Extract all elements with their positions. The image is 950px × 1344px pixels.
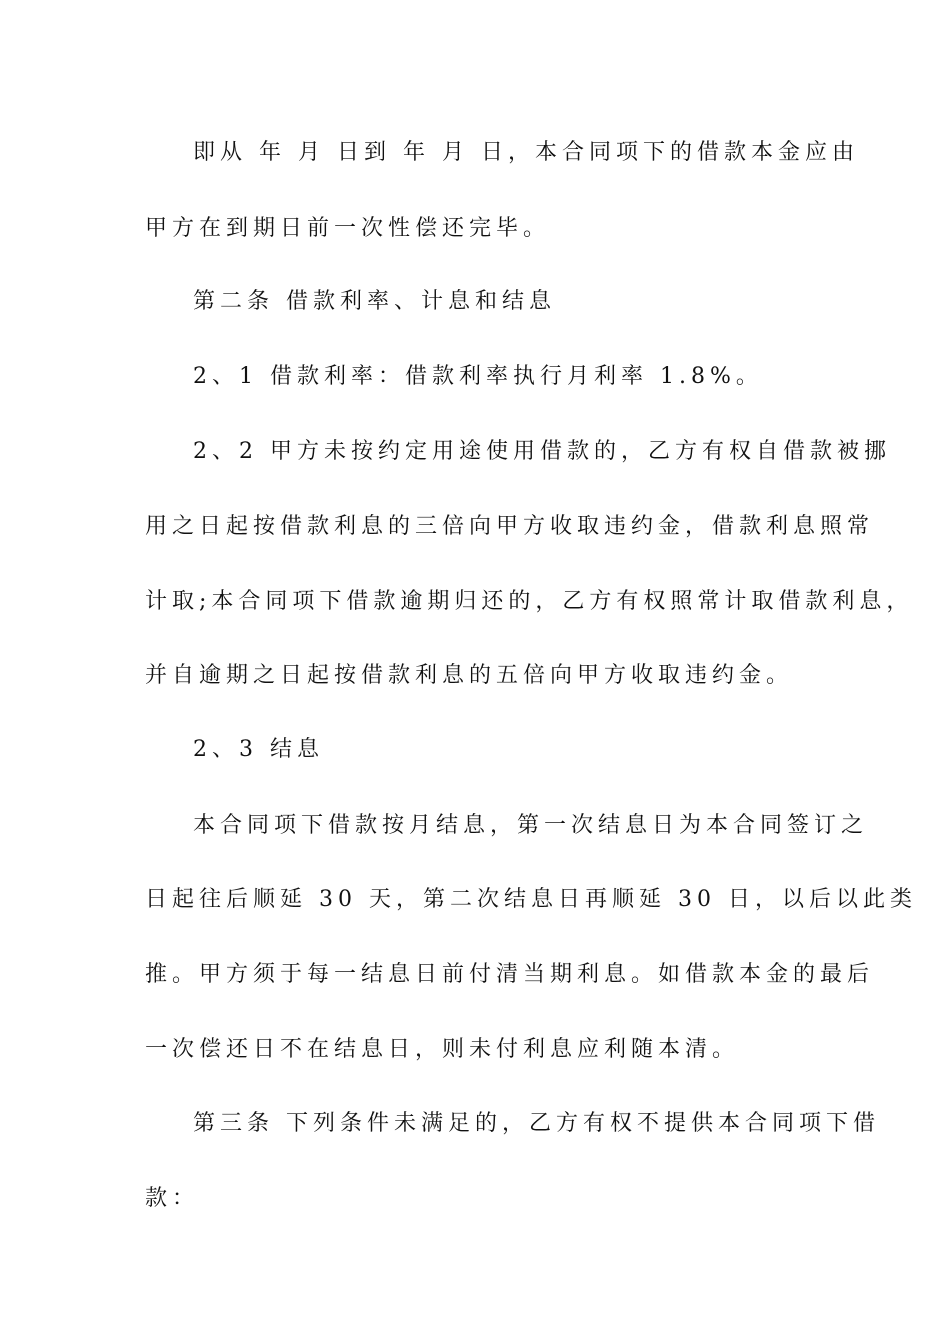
text-line-7: 计取;本合同项下借款逾期归还的，乙方有权照常计取借款利息， bbox=[145, 589, 914, 614]
text-line-2: 甲方在到期日前一次性偿还完毕。 bbox=[145, 216, 551, 241]
text-line-13: 一次偿还日不在结息日，则未付利息应利随本清。 bbox=[145, 1037, 740, 1062]
clause-2-1: 2、1 借款利率：借款利率执行月利率 1.8%。 bbox=[193, 364, 763, 389]
text-line-10: 本合同项下借款按月结息，第一次结息日为本合同签订之 bbox=[193, 813, 869, 838]
text-line-11: 日起往后顺延 30 天，第二次结息日再顺延 30 日，以后以此类 bbox=[145, 887, 917, 912]
clause-2-2: 2、2 甲方未按约定用途使用借款的，乙方有权自借款被挪 bbox=[193, 439, 891, 464]
text-line-12: 推。甲方须于每一结息日前付清当期利息。如借款本金的最后 bbox=[145, 962, 875, 987]
text-line-15: 款： bbox=[145, 1186, 200, 1211]
article-2-heading: 第二条 借款利率、计息和结息 bbox=[193, 289, 556, 314]
text-line-8: 并自逾期之日起按借款利息的五倍向甲方收取违约金。 bbox=[145, 663, 794, 688]
article-3-heading: 第三条 下列条件未满足的，乙方有权不提供本合同项下借 bbox=[193, 1111, 880, 1136]
clause-2-3: 2、3 结息 bbox=[193, 737, 324, 762]
text-line-1: 即从 年 月 日到 年 月 日，本合同项下的借款本金应由 bbox=[193, 140, 859, 165]
text-line-6: 用之日起按借款利息的三倍向甲方收取违约金，借款利息照常 bbox=[145, 514, 875, 539]
